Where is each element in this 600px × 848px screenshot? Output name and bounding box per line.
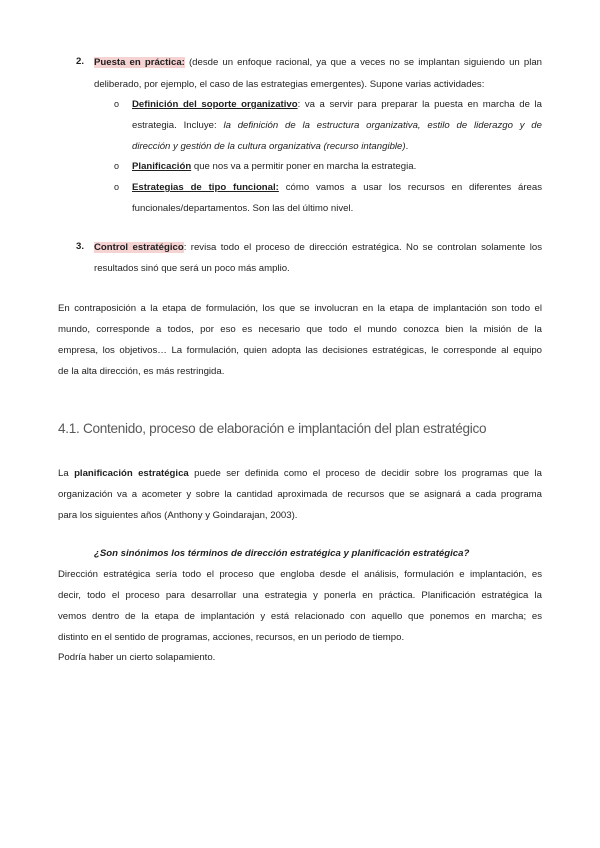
list-number-2: 2. bbox=[76, 56, 85, 67]
item2-term: Puesta en práctica: bbox=[94, 57, 185, 68]
item2-line2: deliberado, por ejemplo, el caso de las estrategias emergentes). Supone varias actividades: bbox=[94, 79, 485, 90]
bullet-marker: o bbox=[114, 99, 120, 109]
para2-line2: organización va a acometer y sobre la cantidad aproximada de recursos que se asignará a cada programa bbox=[58, 489, 542, 500]
item2-line1: Puesta en práctica: (desde un enfoque racional, ya que a veces no se implantan siguiendo un plan bbox=[94, 57, 542, 68]
bullet1-line2: estrategia. Incluye: la definición de la estructura organizativa, estilo de liderazgo y de bbox=[132, 120, 542, 131]
bullet3-line1: Estrategias de tipo funcional: cómo vamos a usar los recursos en diferentes áreas bbox=[132, 182, 542, 193]
bullet1-line1: Definición del soporte organizativo: va a servir para preparar la puesta en marcha de la bbox=[132, 99, 542, 110]
para3-line: vemos dentro de la etapa de implantación y está relacionado con aquello que ponemos en marcha; es bbox=[58, 611, 542, 622]
para3-line: Podría haber un cierto solapamiento. bbox=[58, 652, 216, 663]
para3-line: decir, todo el proceso para desarrollar una estrategia y ponerla en práctica. Planificación estratégica la bbox=[58, 590, 542, 601]
para3-line: distinto en el sentido de programas, acciones, recursos, en un periodo de tiempo. bbox=[58, 632, 405, 643]
para1-line: de la alta dirección, es más restringida. bbox=[58, 366, 225, 377]
para2-line1: La planificación estratégica puede ser definida como el proceso de decidir sobre los programas que la bbox=[58, 468, 542, 479]
question-heading: ¿Son sinónimos los términos de dirección estratégica y planificación estratégica? bbox=[94, 548, 470, 559]
item3-term: Control estratégico bbox=[94, 242, 184, 253]
bullet-marker: o bbox=[114, 161, 120, 171]
bullet-marker: o bbox=[114, 182, 120, 192]
para3-line: Dirección estratégica sería todo el proceso que engloba desde el análisis, formulación e implantación, es bbox=[58, 569, 542, 580]
para1-line: mundo, corresponde a todos, por eso es necesario que todo el mundo conozca bien la misión de la bbox=[58, 324, 542, 335]
bullet3-line2: funcionales/departamentos. Son las del último nivel. bbox=[132, 203, 354, 214]
item3-line2: resultados sinó que será un poco más amplio. bbox=[94, 263, 290, 274]
list-number-3: 3. bbox=[76, 241, 85, 252]
para1-line: empresa, los objetivos… La formulación, quien adopta las decisiones estratégicas, le corresponde al equipo bbox=[58, 345, 542, 356]
para2-line3: para los siguientes años (Anthony y Goindarajan, 2003). bbox=[58, 510, 298, 521]
section-heading: 4.1. Contenido, proceso de elaboración e implantación del plan estratégico bbox=[58, 421, 487, 436]
item3-line1: Control estratégico: revisa todo el proceso de dirección estratégica. No se controlan solamente los bbox=[94, 242, 542, 253]
bullet1-line3: dirección y gestión de la cultura organizativa (recurso intangible). bbox=[132, 141, 409, 152]
bullet2-line1: Planificación que nos va a permitir poner en marcha la estrategia. bbox=[132, 161, 417, 172]
para1-line: En contraposición a la etapa de formulación, los que se involucran en la etapa de implantación son todo el bbox=[58, 303, 542, 314]
